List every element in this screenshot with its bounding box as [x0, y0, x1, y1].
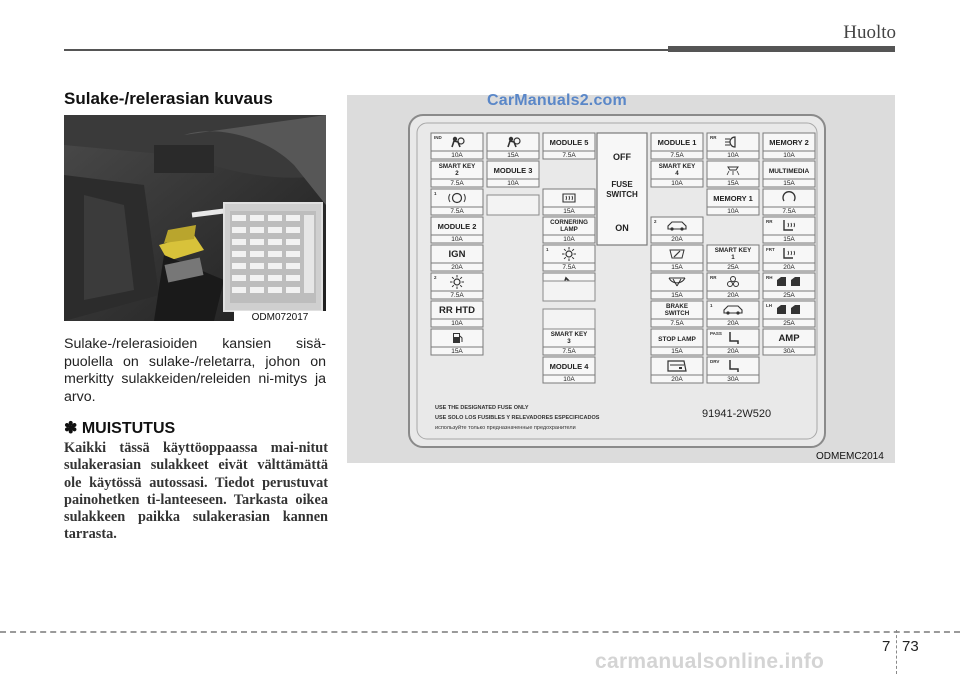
page-number: 73 — [902, 638, 919, 655]
fuse-label-box — [651, 273, 703, 291]
fuse-cell — [651, 161, 703, 187]
fuse-rating: 20A — [727, 320, 739, 327]
fuse-rating: 10A — [507, 180, 519, 187]
fuse-name — [494, 166, 533, 175]
fuse-name — [658, 336, 696, 343]
fuse-cell — [431, 161, 483, 187]
fuse-box-location-photo — [64, 115, 326, 321]
fuse-rating: 10A — [563, 236, 575, 243]
fuse-name-line: 3 — [567, 338, 571, 345]
fuse-rating: 20A — [451, 264, 463, 271]
fuse-rating: 15A — [451, 348, 463, 355]
fuse-cell — [431, 245, 483, 271]
blank-slot — [543, 281, 595, 301]
fuse-name-line: MEMORY 2 — [769, 138, 809, 147]
note-heading: ✽ MUISTUTUS — [64, 420, 176, 437]
fuse-switch-off: OFF — [613, 152, 631, 162]
dashboard-photo-illustration — [64, 115, 326, 321]
fuse-tag: PASS — [710, 331, 722, 336]
fuse-cell — [763, 329, 815, 355]
blank-slot — [487, 195, 539, 215]
fuse-tag: 1 — [546, 247, 549, 252]
notice-line-2: USE SOLO LOS FUSIBLES Y RELEVADORES ESPECIFICADOS — [435, 415, 600, 421]
fuse-cell — [651, 273, 703, 299]
fuse-label-box — [651, 217, 703, 235]
fuse-rating: 10A — [671, 180, 683, 187]
fuse-name — [658, 138, 697, 147]
fuse-cell — [763, 189, 815, 215]
fuse-cell — [431, 189, 483, 215]
fuse-cell — [431, 329, 483, 355]
watermark-carmanuals: CarManuals2.com — [487, 92, 627, 109]
fuse-cell — [431, 301, 483, 327]
header-rule-accent — [668, 46, 895, 52]
fuse-cell — [431, 217, 483, 243]
footer-dotted-rule — [0, 631, 960, 633]
fuse-cell — [707, 301, 759, 327]
fuse-rating: 7.5A — [450, 180, 464, 187]
section-title: Sulake-/relerasian kuvaus — [64, 89, 273, 108]
fuse-switch-on: ON — [615, 223, 629, 233]
fuse-cell — [487, 161, 539, 187]
fuse-name-line: SMART KEY — [714, 247, 752, 254]
fuse-name-line: SWITCH — [664, 310, 690, 317]
fuse-rating: 7.5A — [562, 152, 576, 159]
fuse-rating: 10A — [783, 152, 795, 159]
fuse-rating: 7.5A — [450, 208, 464, 215]
fuse-tag: 1 — [434, 191, 437, 196]
part-number: 91941-2W520 — [702, 408, 772, 420]
fuse-cell — [763, 161, 815, 187]
fuse-rating: 15A — [563, 208, 575, 215]
fuse-name — [550, 138, 589, 147]
page-header-title: Huolto — [843, 22, 896, 43]
fuse-cell — [651, 133, 703, 159]
fuse-rating: 20A — [783, 264, 795, 271]
fuse-rating: 20A — [727, 348, 739, 355]
chapter-number: 7 — [882, 638, 891, 655]
fuse-label-box — [707, 301, 759, 319]
fuse-cell — [763, 133, 815, 159]
fuse-rating: 7.5A — [562, 264, 576, 271]
fuse-cell — [543, 357, 595, 383]
fuse-label-box — [543, 189, 595, 207]
fuse-rating: 10A — [451, 236, 463, 243]
fuse-rating: 15A — [507, 152, 519, 159]
photo-caption-code: ODM072017 — [234, 311, 326, 324]
fuse-cell — [431, 273, 483, 299]
fuse-rating: 10A — [727, 152, 739, 159]
fuse-cell — [651, 357, 703, 383]
car-icon-part — [680, 227, 683, 230]
fuse-cell — [543, 133, 595, 159]
fuse-switch-label-line2: SWITCH — [606, 190, 638, 199]
car-icon-part — [670, 227, 673, 230]
fuse-tag: LH — [766, 303, 772, 308]
fuse-panel-drawing — [347, 95, 895, 463]
fuel-icon-part — [454, 334, 459, 337]
fuse-cell — [707, 329, 759, 355]
notice-line-3: используйте только предназначенные предохранители — [435, 425, 576, 431]
fuse-name-line: RR HTD — [439, 305, 475, 316]
fuse-rating: 15A — [783, 236, 795, 243]
fuse-rating: 10A — [451, 320, 463, 327]
fuse-cell — [707, 189, 759, 215]
fuse-cell — [543, 245, 595, 271]
diagram-caption-code: ODMEMC2014 — [816, 451, 884, 462]
fuse-rating: 20A — [671, 236, 683, 243]
fuse-name — [713, 194, 753, 203]
fuse-name — [778, 333, 800, 344]
fuse-rating: 7.5A — [670, 320, 684, 327]
note-paragraph: Kaikki tässä käyttöoppaassa mai-nitut sulakerasian sulakkeet eivät välttämättä ole käytössä autossasi. Tiedot perustuvat painohetken ti-lanteeseen. Tarkasta oikea sulakkeen paikka sulakerasian kannen tarrasta. — [64, 440, 328, 543]
fuse-cell — [763, 273, 815, 299]
fuse-cell — [651, 301, 703, 327]
fuse-rating: 7.5A — [450, 292, 464, 299]
fuse-cell — [431, 133, 483, 159]
fuse-name-line: LAMP — [560, 226, 578, 233]
fuse-name-line: IGN — [448, 249, 466, 260]
fuse-cell — [707, 273, 759, 299]
fuse-rating: 7.5A — [670, 152, 684, 159]
fuse-name-line: MULTIMEDIA — [768, 168, 810, 175]
car-icon-part — [736, 311, 739, 314]
fuse-name-line: CORNERING — [550, 219, 588, 226]
fuse-name-line: MODULE 3 — [493, 166, 533, 175]
fuse-cell — [651, 217, 703, 243]
fuse-cell — [763, 245, 815, 271]
fuse-name-line: STOP LAMP — [658, 336, 696, 343]
fuse-rating: 20A — [671, 376, 683, 383]
fuse-name — [769, 168, 810, 175]
fuse-label-box — [431, 189, 483, 207]
fuse-panel-diagram — [347, 95, 895, 463]
fuse-tag: RR — [710, 135, 717, 140]
fuse-rating: 25A — [727, 264, 739, 271]
fuse-tag: RR — [710, 275, 717, 280]
fuse-cell — [707, 245, 759, 271]
fuse-cell — [763, 301, 815, 327]
notice-line-1: USE THE DESIGNATED FUSE ONLY — [435, 405, 529, 411]
fuse-cell — [707, 357, 759, 383]
fuse-rating: 15A — [671, 292, 683, 299]
fuse-name — [665, 303, 690, 317]
fuse-rating: 20A — [727, 292, 739, 299]
fuse-rating: 7.5A — [562, 348, 576, 355]
fuse-cell — [487, 133, 539, 159]
fuse-cell — [707, 133, 759, 159]
fuse-tag: IND — [434, 135, 442, 140]
fuse-name — [550, 362, 590, 371]
blank-slot — [543, 309, 595, 329]
fuse-cell — [543, 189, 595, 215]
fuse-name-line: SMART KEY — [658, 163, 696, 170]
fuse-name-line: MODULE 1 — [657, 138, 697, 147]
fuse-name — [449, 249, 466, 260]
door-lock-icon-part — [679, 367, 682, 369]
page-number-divider — [896, 630, 897, 674]
fuse-name-line: SMART KEY — [438, 163, 476, 170]
fuse-name-line: MODULE 5 — [549, 138, 589, 147]
fuse-rating: 15A — [671, 348, 683, 355]
fuse-rating: 10A — [563, 376, 575, 383]
fuse-rating: 30A — [783, 348, 795, 355]
fuse-name-line: 2 — [455, 170, 459, 177]
fuse-rating: 10A — [727, 208, 739, 215]
fuse-name — [438, 222, 477, 231]
fuse-tag: FRT — [766, 247, 775, 252]
fuse-tag: DRV — [710, 359, 720, 364]
fuse-rating: 15A — [727, 180, 739, 187]
fuse-cell — [707, 161, 759, 187]
fuse-name-line: 1 — [731, 254, 735, 261]
fuse-rating: 25A — [783, 292, 795, 299]
fuse-name-line: SMART KEY — [550, 331, 588, 338]
fuse-cell — [651, 329, 703, 355]
fuse-cell — [543, 329, 595, 355]
fuse-rating: 15A — [783, 180, 795, 187]
fuse-tag: 2 — [434, 275, 437, 280]
fuse-tag: RH — [766, 275, 773, 280]
fuse-name-line: MEMORY 1 — [713, 194, 753, 203]
fuse-name — [439, 305, 475, 316]
fuse-tag: RR — [766, 219, 773, 224]
fuse-name-line: 4 — [675, 170, 679, 177]
fuse-name-line: MODULE 2 — [437, 222, 477, 231]
fuse-switch-label-line1: FUSE — [611, 180, 633, 189]
watermark-carmanualsonline: carmanualsonline.info — [595, 650, 825, 673]
fuse-rating: 15A — [671, 264, 683, 271]
fuse-tag: 2 — [654, 219, 657, 224]
body-paragraph: Sulake-/relerasioiden kansien sisä-puolella on sulake-/reletarra, johon on merkitty sulakkeiden/releiden ni-mitys ja arvo. — [64, 336, 326, 405]
car-icon-part — [726, 311, 729, 314]
fuse-name-line: BRAKE — [665, 303, 689, 310]
fuse-cell — [543, 217, 595, 243]
fuse-rating: 25A — [783, 320, 795, 327]
fuse-rating: 30A — [727, 376, 739, 383]
fuse-label-box — [651, 357, 703, 375]
fuse-cell — [651, 245, 703, 271]
fuse-tag: 1 — [710, 303, 713, 308]
fuse-name-line: MODULE 4 — [549, 362, 589, 371]
fuse-rating: 7.5A — [782, 208, 796, 215]
fuse-name — [769, 138, 809, 147]
fuse-rating: 10A — [451, 152, 463, 159]
fuse-name-line: AMP — [778, 333, 800, 344]
fuse-cell — [763, 217, 815, 243]
